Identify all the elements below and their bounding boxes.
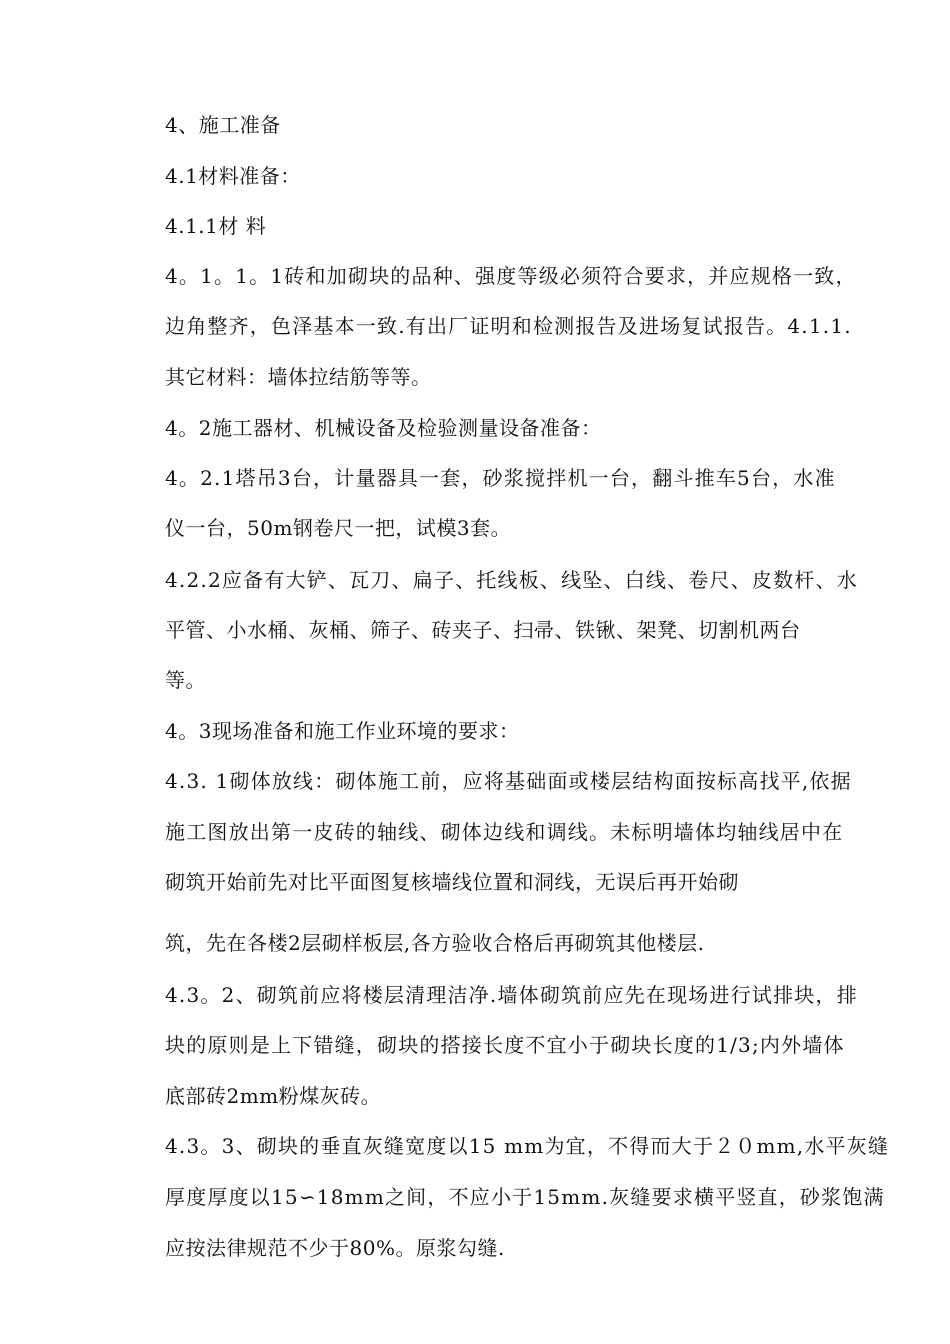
text-line: 等。 — [165, 668, 206, 692]
text-line: 边角整齐，色泽基本一致.有出厂证明和检测报告及进场复试报告。4.1.1. — [165, 314, 852, 338]
text-line: 4.3. 1砌体放线：砌体施工前，应将基础面或楼层结构面按标高找平,依据 — [165, 769, 852, 793]
text-line: 4.3。2、砌筑前应将楼层清理洁净.墙体砌筑前应先在现场进行试排块，排 — [165, 983, 858, 1007]
text-line: 应按法律规范不少于80%。原浆勾缝. — [165, 1236, 505, 1260]
subsection-heading: 4。3现场准备和施工作业环境的要求： — [165, 719, 520, 743]
text-line: 4.2.2应备有大铲、瓦刀、扁子、托线板、线坠、白线、卷尺、皮数杆、水 — [165, 568, 858, 592]
text-line: 筑，先在各楼2层砌样板层,各方验收合格后再砌筑其他楼层. — [165, 931, 705, 955]
text-line: 仪一台，50m钢卷尺一把，试模3套。 — [165, 516, 512, 540]
subsubsection-heading: 4.1.1材 料 — [165, 214, 267, 238]
text-line: 块的原则是上下错缝，砌块的搭接长度不宜小于砌块长度的1/3;内外墙体 — [165, 1033, 845, 1057]
text-line: 4。1。1。1砖和加砌块的品种、强度等级必须符合要求，并应规格一致， — [165, 264, 857, 288]
subsection-heading: 4。2施工器材、机械设备及检验测量设备准备： — [165, 416, 602, 440]
text-line: 施工图放出第一皮砖的轴线、砌体边线和调线。未标明墙体均轴线居中在 — [165, 820, 844, 844]
text-line: 其它材料：墙体拉结筋等等。 — [165, 365, 432, 389]
text-line: 底部砖2mm粉煤灰砖。 — [165, 1084, 382, 1108]
text-line: 平管、小水桶、灰桶、筛子、砖夹子、扫帚、铁锹、架凳、切割机两台 — [165, 618, 801, 642]
text-line: 厚度厚度以15∽18mm之间，不应小于15mm.灰缝要求横平竖直，砂浆饱满 — [165, 1185, 885, 1209]
text-line: 砌筑开始前先对比平面图复核墙线位置和洞线，无误后再开始砌 — [165, 870, 739, 894]
subsection-heading: 4.1材料准备： — [165, 164, 301, 188]
section-heading: 4、施工准备 — [165, 113, 281, 137]
text-line: 4.3。3、砌块的垂直灰缝宽度以15 mm为宜，不得而大于２０mm,水平灰缝 — [165, 1134, 890, 1158]
text-line: 4。2.1塔吊3台，计量器具一套，砂浆搅拌机一台，翻斗推车5台，水准 — [165, 466, 836, 490]
